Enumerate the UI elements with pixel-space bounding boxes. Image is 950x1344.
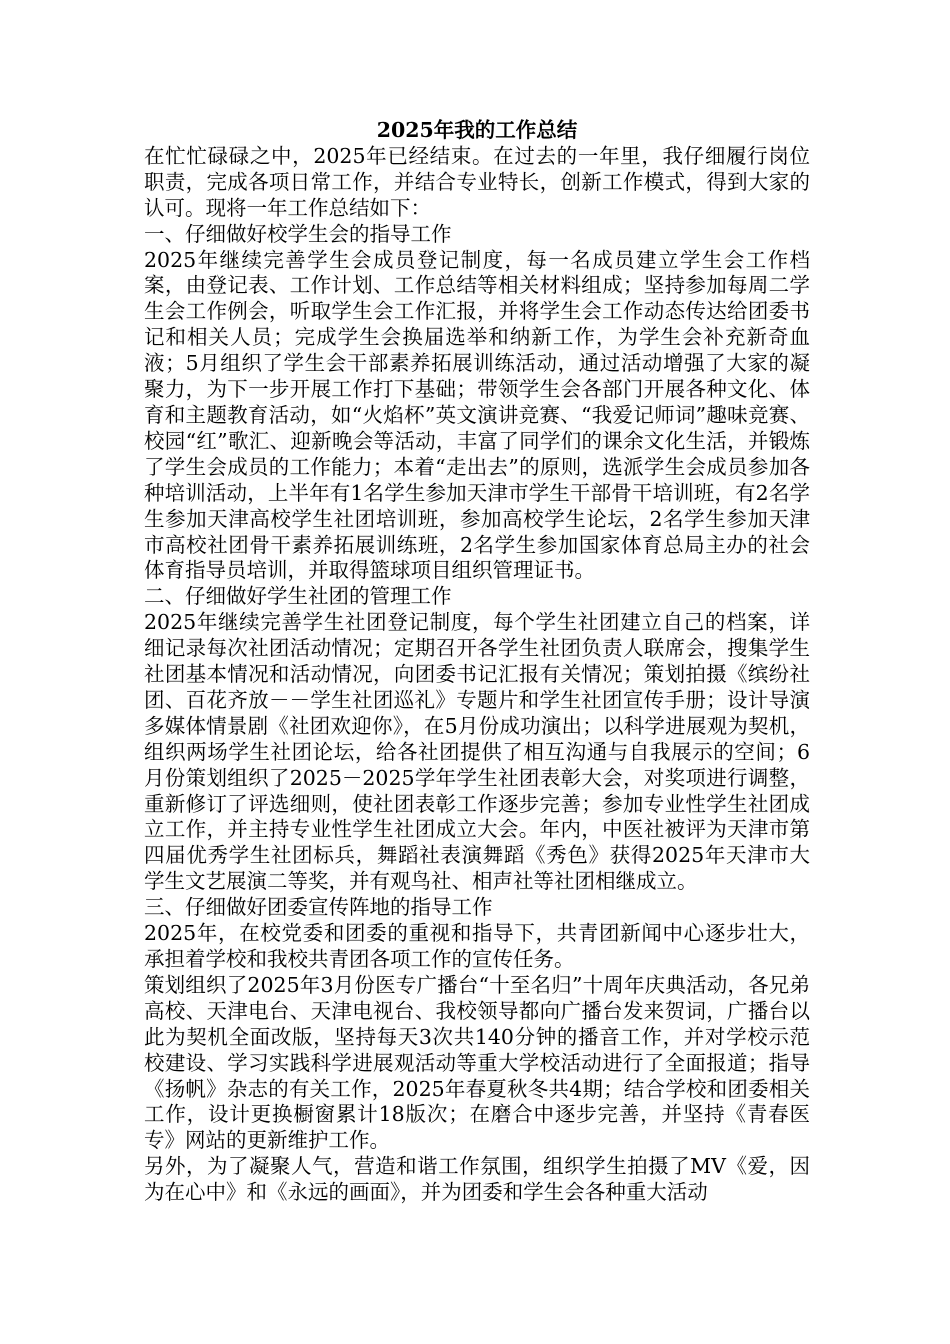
section-3-body-1: 2025年，在校党委和团委的重视和指导下，共青团新闻中心逐步壮大，承担着学校和我校共青团各项工作的宣传任务。 bbox=[144, 921, 810, 971]
document-page bbox=[144, 118, 810, 1206]
section-2-heading: 二、仔细做好学生社团的管理工作 bbox=[144, 584, 452, 609]
intro-paragraph: 在忙忙碌碌之中，2025年已经结束。在过去的一年里，我仔细履行岗位职责，完成各项日常工作，并结合专业特长，创新工作模式，得到大家的认可。现将一年工作总结如下： bbox=[144, 143, 810, 220]
section-2-body: 2025年继续完善学生社团登记制度，每个学生社团建立自己的档案，详细记录每次社团活动情况；定期召开各学生社团负责人联席会，搜集学生社团基本情况和活动情况，向团委书记汇报有关情况；策划拍摄《缤纷社团、百花齐放－－学生社团巡礼》专题片和学生社团宣传手册；设计导演多媒体情景剧《社团欢迎你》，在5月份成功演出；以科学进展观为契机，组织两场学生社团论坛，给各社团提供了相互沟通与自我展示的空间；6月份策划组织了2025－2025学年学生社团表彰大会，对奖项进行调整，重新修订了评选细则，使社团表彰工作逐步完善；参加专业性学生社团成立工作，并主持专业性学生社团成立大会。年内，中医社被评为天津市第四届优秀学生社团标兵，舞蹈社表演舞蹈《秀色》获得2025年天津市大学生文艺展演二等奖，并有观鸟社、相声社等社团相继成立。 bbox=[144, 610, 810, 894]
section-3-heading: 三、仔细做好团委宣传阵地的指导工作 bbox=[144, 895, 493, 920]
section-3-body-2: 策划组织了2025年3月份医专广播台“十至名归”十周年庆典活动，各兄弟高校、天津电台、天津电视台、我校领导都向广播台发来贺词，广播台以此为契机全面改版，坚持每天3次共140分钟的播音工作，并对学校示范校建设、学习实践科学进展观活动等重大学校活动进行了全面报道；指导《扬帆》杂志的有关工作，2025年春夏秋冬共4期；结合学校和团委相关工作，设计更换橱窗累计18版次；在磨合中逐步完善，并坚持《青春医专》网站的更新维护工作。 bbox=[144, 972, 810, 1153]
section-1-body: 2025年继续完善学生会成员登记制度，每一名成员建立学生会工作档案，由登记表、工作计划、工作总结等相关材料组成；坚持参加每周二学生会工作例会，听取学生会工作汇报，并将学生会工作动态传达给团委书记和相关人员；完成学生会换届选举和纳新工作，为学生会补充新奇血液；5月组织了学生会干部素养拓展训练活动，通过活动增强了大家的凝聚力，为下一步开展工作打下基础；带领学生会各部门开展各种文化、体育和主题教育活动，如“火焰杯”英文演讲竞赛、“我爱记师词”趣味竞赛、校园“红”歌汇、迎新晚会等活动，丰富了同学们的课余文化生活，并锻炼了学生会成员的工作能力；本着“走出去”的原则，选派学生会成员参加各种培训活动，上半年有1名学生参加天津市学生干部骨干培训班，有2名学生参加天津高校学生社团培训班，参加高校学生论坛，2名学生参加天津市高校社团骨干素养拓展训练班，2名学生参加国家体育总局主办的社会体育指导员培训，并取得篮球项目组织管理证书。 bbox=[144, 247, 810, 583]
section-1-heading: 一、仔细做好校学生会的指导工作 bbox=[144, 221, 452, 246]
section-3-body-3: 另外，为了凝聚人气，营造和谐工作氛围，组织学生拍摄了MV《爱，因为在心中》和《永远的画面》，并为团委和学生会各种重大活动 bbox=[144, 1154, 810, 1205]
document-title: 2025年我的工作总结 bbox=[376, 118, 578, 142]
